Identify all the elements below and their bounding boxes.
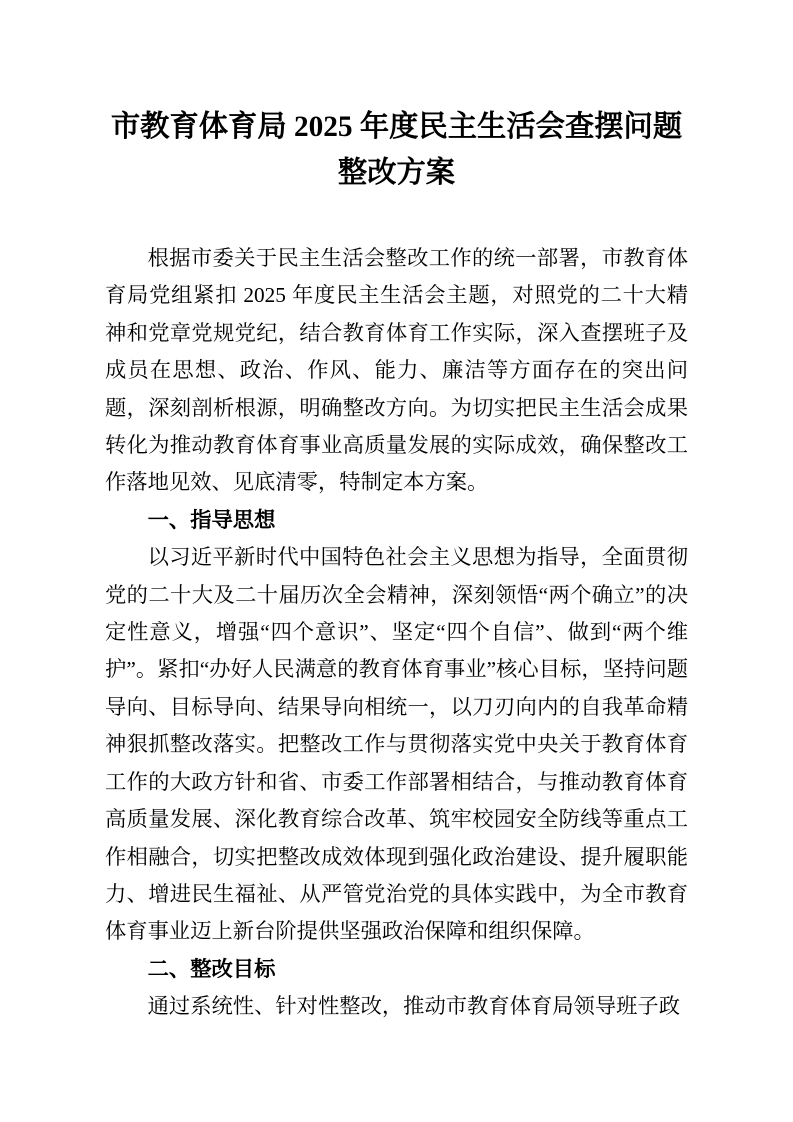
paragraph-guiding-ideology: 以习近平新时代中国特色社会主义思想为指导，全面贯彻党的二十大及二十届历次全会精神，深刻领悟“两个确立”的决定性意义，增强“四个意识”、坚定“四个自信”、做到“两个维护”。紧扣“办好人民满意的教育体育事业”核心目标，坚持问题导向、目标导向、结果导向相统一，以刀刃向内的自我革命精神狠抓整改落实。把整改工作与贯彻落实党中央关于教育体育工作的大政方针和省、市委工作部署相结合，与推动教育体育高质量发展、深化教育综合改革、筑牢校园安全防线等重点工作相融合，切实把整改成效体现到强化政治建设、提升履职能力、增进民生福祉、从严管党治党的具体实践中，为全市教育体育事业迈上新台阶提供坚强政治保障和组织保障。 — [105, 545, 688, 944]
heading-guiding-ideology: 一、指导思想 — [147, 507, 276, 532]
heading-rectification-goals: 二、整改目标 — [147, 956, 276, 981]
document-title: 市教育体育局 2025 年度民主生活会查摆问题整改方案 — [110, 111, 683, 189]
paragraph-rectification-goals: 通过系统性、针对性整改，推动市教育体育局领导班子政 — [147, 994, 681, 1019]
paragraph-intro: 根据市委关于民主生活会整改工作的统一部署，市教育体育局党组紧扣 2025 年度民主生活会主题，对照党的二十大精神和党章党规党纪，结合教育体育工作实际，深入查摆班子及成员在思想、政治、作风、能力、廉洁等方面存在的突出问题，深刻剖析根源，明确整改方向。为切实把民主生活会成果转化为推动教育体育事业高质量发展的实际成效，确保整改工作落地见效、见底清零，特制定本方案。 — [105, 246, 688, 495]
